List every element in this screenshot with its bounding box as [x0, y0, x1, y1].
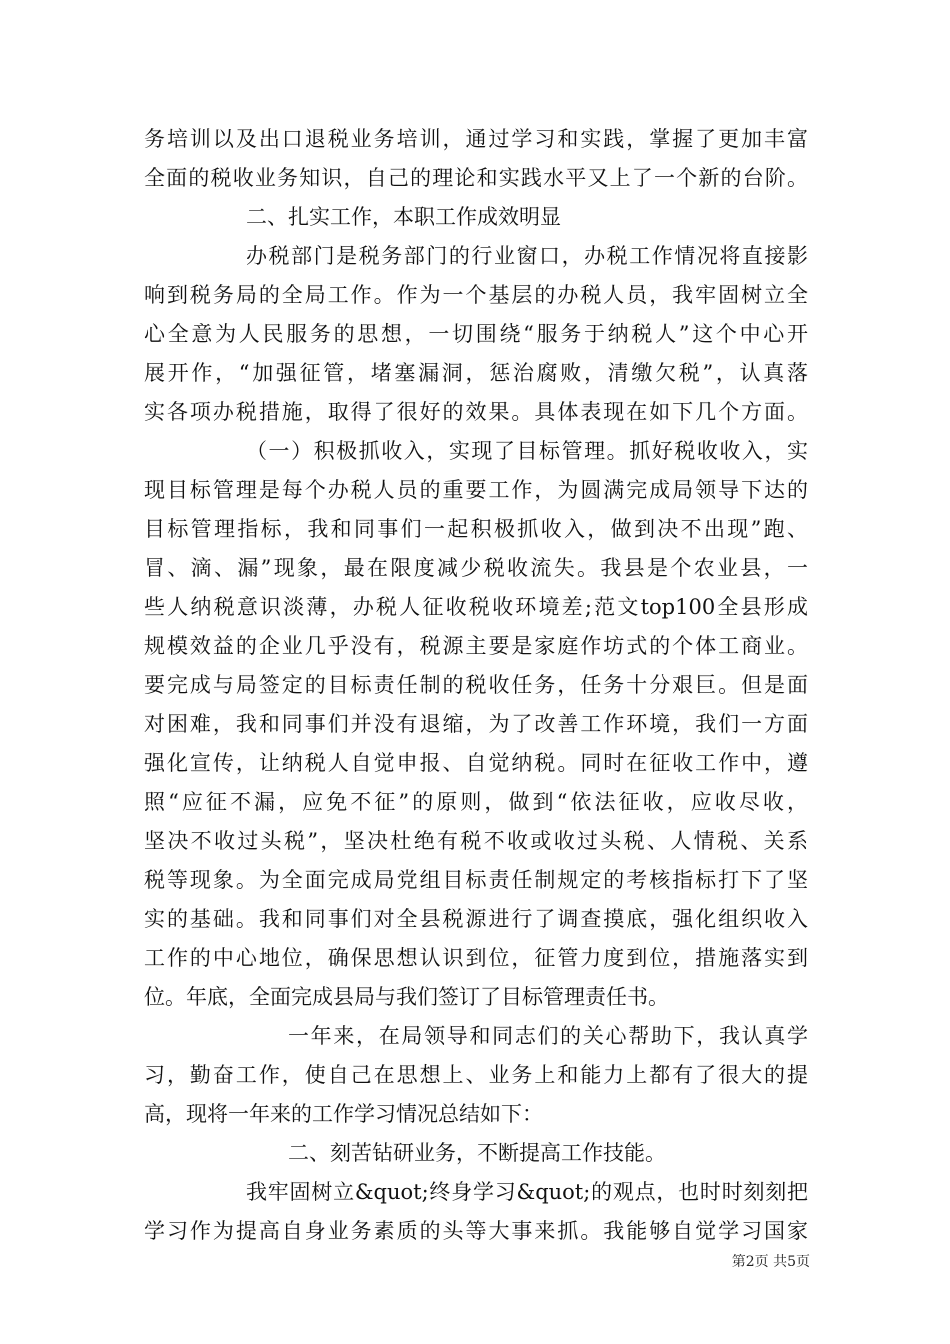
paragraph-line: 工作的中心地位，确保思想认识到位，征管力度到位，措施落实到 — [144, 946, 808, 970]
paragraph-line: 全面的税收业务知识，自己的理论和实践水平又上了一个新的台阶。 — [144, 166, 808, 190]
paragraph-line: 些人纳税意识淡薄，办税人征收税收环境差;范文top100全县形成 — [144, 595, 808, 619]
paragraph-line: 习，勤奋工作，使自己在思想上、业务上和能力上都有了很大的提 — [144, 1063, 808, 1087]
section-heading: 二、刻苦钻研业务，不断提高工作技能。 — [288, 1141, 666, 1165]
paragraph-line: 心全意为人民服务的思想，一切围绕“服务于纳税人”这个中心开 — [144, 322, 808, 346]
subsection-line: （一）积极抓收入，实现了目标管理。抓好税收收入，实 — [246, 439, 808, 463]
paragraph-line: 高，现将一年来的工作学习情况总结如下： — [144, 1102, 543, 1126]
paragraph-line: 实的基础。我和同事们对全县税源进行了调查摸底，强化组织收入 — [144, 907, 808, 931]
section-heading: 二、扎实工作，本职工作成效明显 — [246, 205, 561, 229]
paragraph-line: 学习作为提高自身业务素质的头等大事来抓。我能够自觉学习国家 — [144, 1219, 808, 1243]
paragraph-line: 一年来，在局领导和同志们的关心帮助下，我认真学 — [288, 1024, 808, 1048]
paragraph-line: 实各项办税措施，取得了很好的效果。具体表现在如下几个方面。 — [144, 400, 808, 424]
paragraph-line: 我牢固树立&quot;终身学习&quot;的观点，也时时刻刻把 — [246, 1180, 808, 1204]
paragraph-line: 现目标管理是每个办税人员的重要工作，为圆满完成局领导下达的 — [144, 478, 808, 502]
paragraph-line: 展开作，“加强征管，堵塞漏洞，惩治腐败，清缴欠税”，认真落 — [144, 361, 808, 385]
paragraph-line: 对困难，我和同事们并没有退缩，为了改善工作环境，我们一方面 — [144, 712, 808, 736]
paragraph-line: 要完成与局签定的目标责任制的税收任务，任务十分艰巨。但是面 — [144, 673, 808, 697]
paragraph-line: 强化宣传，让纳税人自觉申报、自觉纳税。同时在征收工作中，遵 — [144, 751, 808, 775]
paragraph-line: 规模效益的企业几乎没有，税源主要是家庭作坊式的个体工商业。 — [144, 634, 808, 658]
paragraph-line: 务培训以及出口退税业务培训，通过学习和实践，掌握了更加丰富 — [144, 127, 808, 151]
page-number: 第2页 共5页 — [731, 1254, 810, 1270]
paragraph-line: 照“应征不漏，应免不征”的原则，做到“依法征收，应收尽收， — [144, 790, 808, 814]
paragraph-line: 坚决不收过头税”，坚决杜绝有税不收或收过头税、人情税、关系 — [144, 829, 808, 853]
paragraph-line: 响到税务局的全局工作。作为一个基层的办税人员，我牢固树立全 — [144, 283, 808, 307]
paragraph-line: 办税部门是税务部门的行业窗口，办税工作情况将直接影 — [246, 244, 808, 268]
paragraph-line: 目标管理指标，我和同事们一起积极抓收入，做到决不出现”跑、 — [144, 517, 808, 541]
paragraph-line: 位。年底，全面完成县局与我们签订了目标管理责任书。 — [144, 985, 669, 1009]
paragraph-line: 税等现象。为全面完成局党组目标责任制规定的考核指标打下了坚 — [144, 868, 808, 892]
paragraph-line: 冒、滴、漏”现象，最在限度减少税收流失。我县是个农业县，一 — [144, 556, 808, 580]
